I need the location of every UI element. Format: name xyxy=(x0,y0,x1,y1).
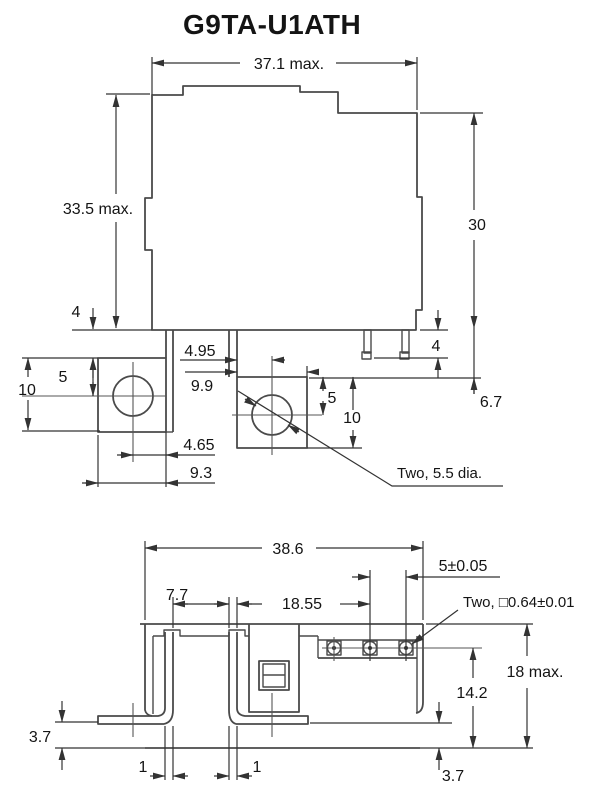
dim-top-height-right-label: 30 xyxy=(468,217,486,234)
dim-bottom-width-label: 38.6 xyxy=(272,541,304,558)
dim-bottom-height-label: 18 max. xyxy=(506,664,564,681)
dim-terminal-pitch-label: 5±0.05 xyxy=(438,558,488,575)
top-view-dimensions xyxy=(18,56,503,487)
mounting-bracket-left-side xyxy=(98,632,173,737)
dim-top-width-label: 37.1 max. xyxy=(253,56,325,73)
dim-bracket-spacing-label: 7.7 xyxy=(165,587,189,604)
dim-tab1-width-label: 9.3 xyxy=(189,465,213,482)
dim-bracket-thickness-right-label: 1 xyxy=(252,759,262,776)
dim-top-height-label: 33.5 max. xyxy=(62,201,134,218)
dim-pin-length-label: 4 xyxy=(431,338,441,355)
dim-tab2-height-label: 10 xyxy=(343,410,361,427)
case-outline-front xyxy=(145,86,422,330)
dim-seating-height-label: 6.7 xyxy=(479,394,503,411)
mounting-bracket-center-side xyxy=(229,632,308,737)
terminal-pins-front xyxy=(362,330,409,359)
page-title: G9TA-U1ATH xyxy=(183,9,362,40)
case-outline-side xyxy=(140,624,423,748)
bottom-view xyxy=(29,541,575,785)
dim-tab2-center-offset-label: 4.95 xyxy=(184,343,216,360)
dim-tab2-width-label: 9.9 xyxy=(190,378,214,395)
dim-bracket-clearance-left-label: 3.7 xyxy=(28,729,52,746)
dim-tab-drop-label: 4 xyxy=(71,304,81,321)
dim-bracket-thickness-left-label: 1 xyxy=(138,759,148,776)
mounting-tab-center-front xyxy=(229,330,322,455)
dim-tab2-hole-offset-label: 5 xyxy=(327,390,337,407)
top-view xyxy=(18,56,503,487)
dim-bracket-clearance-right-label: 3.7 xyxy=(441,768,465,785)
dim-tab1-height-label: 10 xyxy=(18,382,36,399)
dim-terminal-height-label: 14.2 xyxy=(456,685,488,702)
terminal-size-note: Two, □0.64±0.01 xyxy=(463,594,575,611)
dim-terminal-offset-label: 18.55 xyxy=(281,596,323,613)
dim-tab1-hole-offset-label: 5 xyxy=(58,369,68,386)
dim-tab1-hole-x-label: 4.65 xyxy=(183,437,215,454)
hole-diameter-note: Two, 5.5 dia. xyxy=(397,465,483,482)
